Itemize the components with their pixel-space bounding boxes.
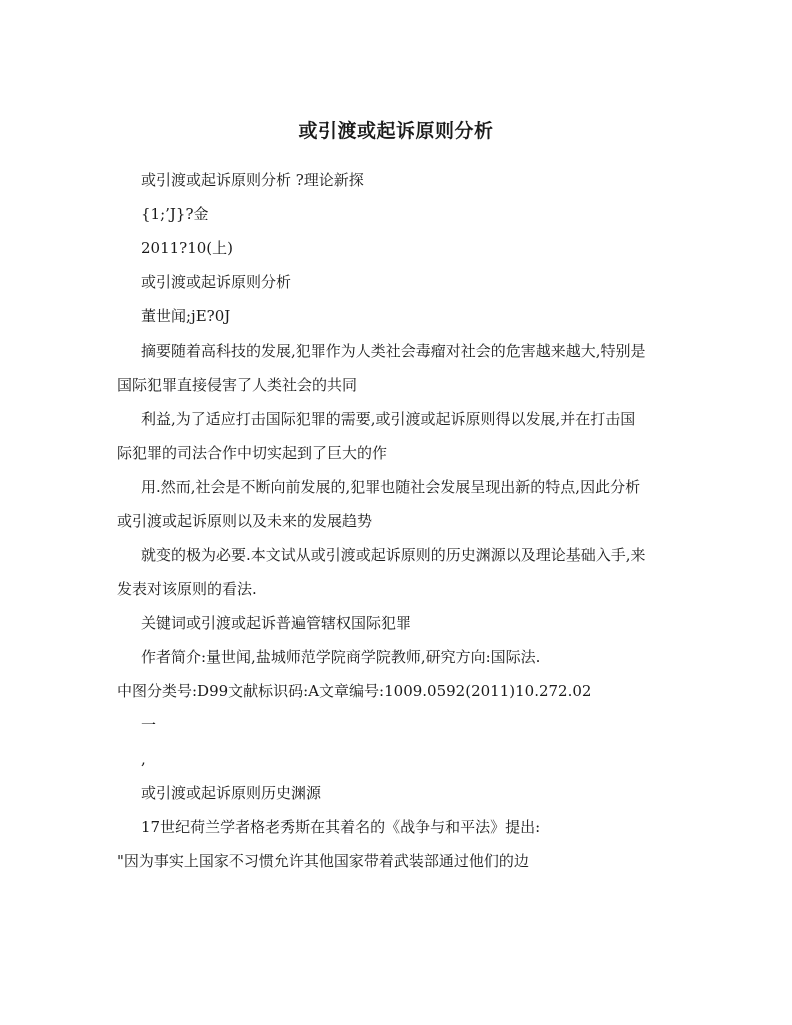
abstract-line: 国际犯罪直接侵害了人类社会的共同 (117, 376, 358, 394)
text-line-garbled: {1;’J}?金 (141, 205, 209, 223)
abstract-line: 发表对该原则的看法. (117, 580, 257, 598)
author-bio-line: 作者简介:量世闻,盐城师范学院商学院教师,研究方向:国际法. (141, 648, 541, 666)
abstract-line: 摘要随着高科技的发展,犯罪作为人类社会毒瘤对社会的危害越来越大,特别是 (141, 342, 646, 360)
abstract-line: 际犯罪的司法合作中切实起到了巨大的作 (117, 444, 388, 462)
abstract-line: 利益,为了适应打击国际犯罪的需要,或引渡或起诉原则得以发展,并在打击国 (141, 410, 636, 428)
section-heading: 或引渡或起诉原则历史渊源 (141, 784, 322, 802)
abstract-line: 就变的极为必要.本文试从或引渡或起诉原则的历史渊源以及理论基础入手,来 (141, 546, 646, 564)
abstract-line: 或引渡或起诉原则以及未来的发展趋势 (117, 512, 373, 530)
text-line-article-title: 或引渡或起诉原则分析 (141, 273, 292, 291)
document-title: 或引渡或起诉原则分析 (298, 120, 494, 142)
section-punct: , (141, 750, 146, 768)
classification-line: 中图分类号:D99文献标识码:A文章编号:1009.0592(2011)10.272.02 (117, 682, 592, 700)
section-number: 一 (141, 716, 157, 734)
text-line-issue: 2011?10(上) (141, 239, 234, 257)
text-line-author: 董世闻;jE?0J (141, 307, 231, 325)
body-line: 17世纪荷兰学者格老秀斯在其着名的《战争与和平法》提出: (141, 818, 541, 836)
body-line: "因为事实上国家不习惯允许其他国家带着武装部通过他们的边 (117, 852, 529, 870)
keywords-line: 关键词或引渡或起诉普遍管辖权国际犯罪 (141, 614, 412, 632)
text-line-header: 或引渡或起诉原则分析 ?理论新探 (141, 171, 364, 189)
abstract-line: 用.然而,社会是不断向前发展的,犯罪也随社会发展呈现出新的特点,因此分析 (141, 478, 641, 496)
